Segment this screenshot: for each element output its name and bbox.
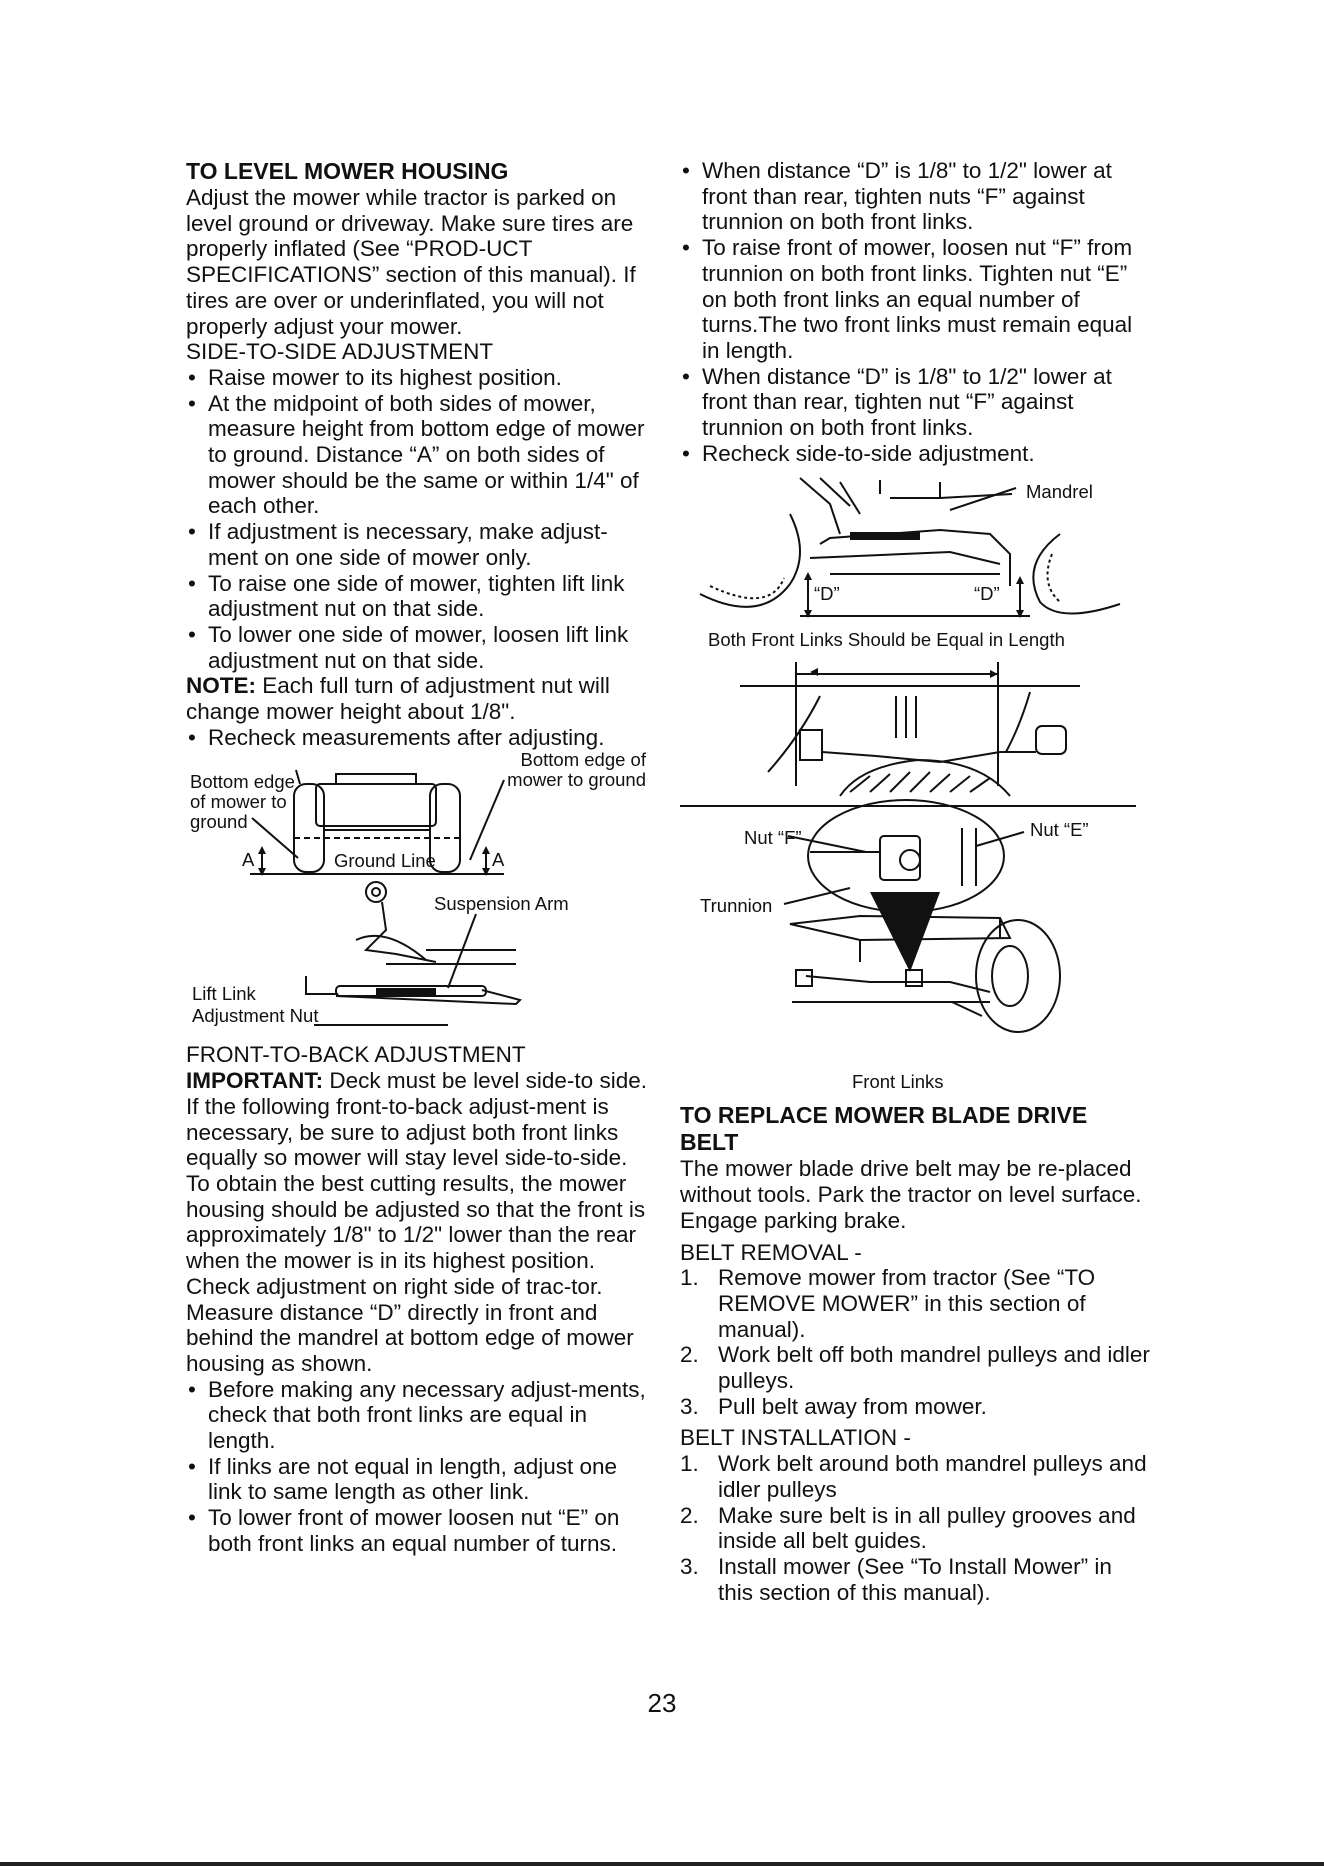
- step-text: Work belt around both mandrel pulleys and idler pulleys: [718, 1451, 1147, 1502]
- intro-paragraph: Adjust the mower while tractor is parked on level ground or driveway. Make sure tires are properly inflated (See “PROD-UCT SPECIFICATIONS” section of this manual). If tires are over or underinflated, you will not properly adjust your mower.: [186, 185, 636, 339]
- label-d-right: “D”: [974, 583, 1000, 605]
- heading-replace-blade-belt: TO REPLACE MOWER BLADE DRIVE BELT: [680, 1102, 1088, 1156]
- figure-side-to-side: [186, 750, 656, 1042]
- front-to-back-list: [186, 1377, 656, 1557]
- step-number: 2.: [680, 1342, 699, 1368]
- label-a-left: A: [242, 849, 255, 871]
- figure-mandrel: [680, 474, 1150, 622]
- list-item: • Recheck measurements after adjusting.: [186, 725, 656, 751]
- list-item: [680, 1503, 1150, 1554]
- label-nut-e: Nut “E”: [1030, 819, 1089, 841]
- right-bullets: [680, 158, 1150, 466]
- important-label: IMPORTANT:: [186, 1068, 324, 1094]
- list-item: [680, 1451, 1150, 1502]
- side-to-side-list: [186, 365, 656, 673]
- label-trunnion: Trunnion: [700, 895, 773, 917]
- step-number: 2.: [680, 1502, 699, 1528]
- step-text: Make sure belt is in all pulley grooves and inside all belt guides.: [718, 1502, 1136, 1554]
- belt-removal-heading: BELT REMOVAL -: [680, 1239, 862, 1265]
- list-item: [680, 1554, 1150, 1605]
- label-bottom-edge-right: Bottom edge of mower to ground: [507, 749, 646, 791]
- step-number: 3.: [680, 1553, 699, 1579]
- step-text: Install mower (See “To Install Mower” in this section of this manual).: [718, 1553, 1112, 1605]
- right-column: [680, 158, 1150, 1605]
- label-bottom-edge-left: Bottom edge of mower to ground: [190, 771, 295, 833]
- recheck-list: [186, 725, 656, 751]
- list-item: • When distance “D” is 1/8" to 1/2" lower at front than rear, tighten nut “F” against trunnion on both front links.: [680, 364, 1150, 441]
- label-mandrel: Mandrel: [1026, 481, 1093, 503]
- caption-front-links: Both Front Links Should be Equal in Length: [708, 629, 1065, 651]
- step-text: Remove mower from tractor (See “TO REMOVE MOWER” in this section of manual).: [718, 1265, 1096, 1342]
- replace-intro-paragraph: The mower blade drive belt may be re-placed without tools. Park the tractor on level surface. Engage parking brake.: [680, 1156, 1142, 1233]
- belt-installation-steps: [680, 1451, 1150, 1605]
- step-number: 1.: [680, 1265, 699, 1291]
- list-item: • To lower front of mower loosen nut “E” on both front links an equal number of turns.: [186, 1505, 656, 1556]
- list-item: • At the midpoint of both sides of mower, measure height from bottom edge of mower to ground. Distance “A” on both sides of mower should be the same or within 1/4" of each other.: [186, 391, 656, 520]
- label-front-links: Front Links: [852, 1071, 944, 1093]
- list-item: • To lower one side of mower, loosen lift link adjustment nut on that side.: [186, 622, 656, 673]
- label-lift-link: Lift Link: [192, 983, 256, 1005]
- list-item: • To raise one side of mower, tighten lift link adjustment nut on that side.: [186, 571, 656, 622]
- list-item: • Raise mower to its highest position.: [186, 365, 656, 391]
- important-text: Deck must be level side-to side. If the following front-to-back adjust-ment is necessary, be sure to adjust both front links equally so mower will stay level side-to-side.: [186, 1068, 647, 1171]
- list-item: • Recheck side-to-side adjustment.: [680, 441, 1150, 467]
- heading-level-mower-housing: TO LEVEL MOWER HOUSING: [186, 158, 509, 184]
- list-item: • To raise front of mower, loosen nut “F” from trunnion on both front links. Tighten nut “E” on both front links an equal number of turns.The two front links must remain equal in length.: [680, 235, 1150, 364]
- label-ground-line: Ground Line: [334, 850, 436, 872]
- front-to-back-heading: FRONT-TO-BACK ADJUSTMENT: [186, 1042, 526, 1068]
- page-number: 23: [647, 1688, 677, 1718]
- list-item: • If adjustment is necessary, make adjust-ment on one side of mower only.: [186, 519, 656, 570]
- obtain-paragraph: To obtain the best cutting results, the mower housing should be adjusted so that the front is approximately 1/8" to 1/2" lower than the rear when the mower is in its highest position.: [186, 1170, 646, 1274]
- step-number: 1.: [680, 1451, 699, 1477]
- bottom-rule: [0, 1862, 1324, 1866]
- label-adjustment-nut: Adjustment Nut: [192, 1005, 319, 1027]
- check-paragraph: Check adjustment on right side of trac-tor. Measure distance “D” directly in front and behind the mandrel at bottom edge of mower housing as shown.: [186, 1273, 634, 1376]
- list-item: [680, 1394, 1150, 1420]
- side-to-side-heading: SIDE-TO-SIDE ADJUSTMENT: [186, 339, 494, 365]
- step-text: Work belt off both mandrel pulleys and idler pulleys.: [718, 1342, 1150, 1394]
- note-label: NOTE:: [186, 673, 256, 699]
- label-d-left: “D”: [814, 583, 840, 605]
- belt-installation-heading: BELT INSTALLATION -: [680, 1425, 911, 1451]
- step-number: 3.: [680, 1393, 699, 1419]
- list-item: • When distance “D” is 1/8" to 1/2" lower at front than rear, tighten nuts “F” against trunnion on both front links.: [680, 158, 1150, 235]
- step-text: Pull belt away from mower.: [718, 1393, 987, 1419]
- label-a-right: A: [492, 849, 505, 871]
- note-text: Each full turn of adjustment nut will change mower height about 1/8".: [186, 673, 610, 725]
- important-paragraph: [186, 1068, 656, 1171]
- list-item: [680, 1265, 1150, 1342]
- left-column: [186, 158, 656, 1557]
- figure-front-links: [680, 656, 1150, 1098]
- note-paragraph: [186, 673, 656, 724]
- list-item: • If links are not equal in length, adjust one link to same length as other link.: [186, 1454, 656, 1505]
- label-suspension-arm: Suspension Arm: [434, 893, 569, 915]
- belt-removal-steps: [680, 1265, 1150, 1419]
- label-nut-f: Nut “F”: [744, 827, 802, 849]
- front-links-illustration: [680, 656, 1150, 1098]
- list-item: [680, 1342, 1150, 1393]
- list-item: • Before making any necessary adjust-ments, check that both front links are equal in length.: [186, 1377, 656, 1454]
